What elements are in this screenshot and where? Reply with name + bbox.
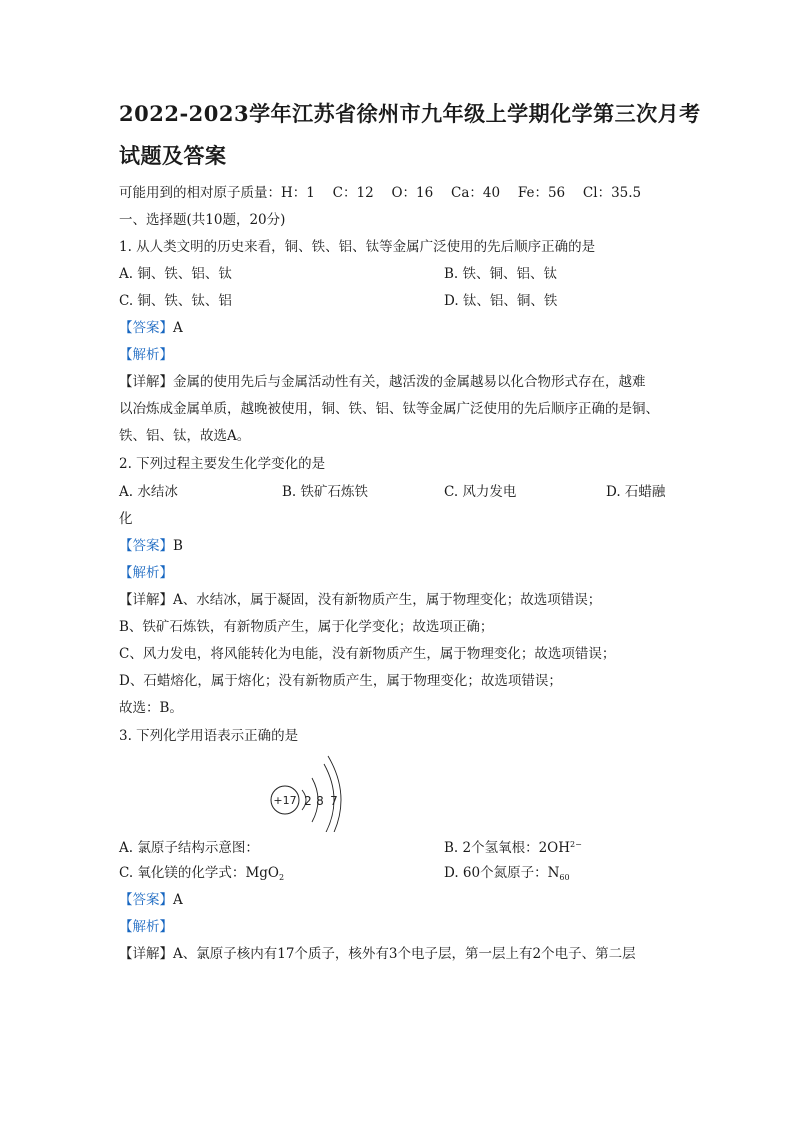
q2-detail-c: C、风力发电，将风能转化为电能，没有新物质产生，属于物理变化；故选项错误； xyxy=(119,646,616,662)
analysis-tag: 【解析】 xyxy=(119,565,173,581)
q2-stem: 2. 下列过程主要发生化学变化的是 xyxy=(119,456,326,472)
q3-option-d-text: D. 60个氮原子： xyxy=(444,865,548,881)
q2-option-d: D. 石蜡融 xyxy=(606,484,666,500)
q1-option-d: D. 钛、铝、铜、铁 xyxy=(444,293,558,309)
q1-detail-line1 xyxy=(119,370,646,390)
analysis-tag: 【解析】 xyxy=(119,347,173,363)
q3-stem: 3. 下列化学用语表示正确的是 xyxy=(119,728,299,744)
atomic-masses: 可能用到的相对原子质量：H：1 C：12 O：16 Ca：40 Fe：56 Cl：35.5 xyxy=(119,185,642,201)
q2-answer-value: B xyxy=(173,538,183,554)
q3-detail-text1: A、氯原子核内有17个质子，核外有3个电子层，第一层上有2个电子、第二层 xyxy=(173,946,636,962)
doc-title-line1: 2022-2023学年江苏省徐州市九年级上学期化学第三次月考 xyxy=(119,101,701,126)
q2-detail-a-text: A、水结冰，属于凝固，没有新物质产生，属于物理变化；故选项错误； xyxy=(173,592,602,608)
q2-answer xyxy=(119,534,183,554)
q3-option-b xyxy=(444,836,582,856)
q3-option-d xyxy=(444,861,570,882)
q2-option-a: A. 水结冰 xyxy=(119,484,178,500)
q1-detail-line3: 铁、铝、钛，故选A。 xyxy=(119,428,251,444)
chlorine-atom-structure-diagram xyxy=(266,752,356,832)
q3-option-b-charge: 2− xyxy=(570,840,582,849)
q1-detail-line2: 以冶炼成金属单质，越晚被使用，铜、铁、铝、钛等金属广泛使用的先后顺序正确的是铜、 xyxy=(119,401,659,417)
q1-answer xyxy=(119,316,183,336)
q3-option-c xyxy=(119,861,284,882)
shell-electrons-3: 7 xyxy=(330,794,338,808)
doc-title-line2: 试题及答案 xyxy=(119,143,227,168)
answer-tag: 【答案】 xyxy=(119,320,173,336)
q3-answer-value: A xyxy=(173,892,183,908)
q2-detail-b: B、铁矿石炼铁，有新物质产生，属于化学变化；故选项正确； xyxy=(119,619,494,635)
answer-tag: 【答案】 xyxy=(119,892,173,908)
q1-option-a: A. 铜、铁、铝、钛 xyxy=(119,266,232,282)
q1-analysis xyxy=(119,343,173,363)
q3-option-c-formula: MgO xyxy=(245,865,279,881)
detail-tag: 【详解】 xyxy=(119,374,173,390)
shell-electrons-2: 8 xyxy=(316,794,324,808)
q3-option-d-formula: N xyxy=(547,865,560,881)
q3-option-b-text: B. 2个氢氧根： xyxy=(444,840,539,856)
detail-tag: 【详解】 xyxy=(119,946,173,962)
q3-option-c-text: C. 氧化镁的化学式： xyxy=(119,865,246,881)
answer-tag: 【答案】 xyxy=(119,538,173,554)
section-heading: 一、选择题(共10题，20分) xyxy=(119,212,286,228)
q3-option-b-formula: 2OH xyxy=(538,840,571,856)
q2-option-d-wrap: 化 xyxy=(119,511,133,527)
q3-option-a: A. 氯原子结构示意图： xyxy=(119,840,259,856)
q2-option-c: C. 风力发电 xyxy=(444,484,517,500)
q2-detail-a xyxy=(119,588,601,608)
q1-stem: 1. 从人类文明的历史来看，铜、铁、铝、钛等金属广泛使用的先后顺序正确的是 xyxy=(119,239,596,255)
q2-analysis xyxy=(119,561,173,581)
q1-detail-text1: 金属的使用先后与金属活动性有关，越活泼的金属越易以化合物形式存在，越难 xyxy=(173,374,646,390)
q2-option-b: B. 铁矿石炼铁 xyxy=(282,484,369,500)
analysis-tag: 【解析】 xyxy=(119,919,173,935)
q1-option-b: B. 铁、铜、铝、钛 xyxy=(444,266,558,282)
q3-option-c-subscript: 2 xyxy=(278,873,285,882)
nucleus-charge: +17 xyxy=(273,794,297,807)
q3-option-d-subscript: 60 xyxy=(559,873,570,882)
q2-conclusion: 故选：B。 xyxy=(119,700,183,716)
detail-tag: 【详解】 xyxy=(119,592,173,608)
q1-answer-value: A xyxy=(173,320,183,336)
q1-option-c: C. 铜、铁、钛、铝 xyxy=(119,293,232,309)
q3-analysis xyxy=(119,915,173,935)
shell-electrons-1: 2 xyxy=(304,794,312,808)
q3-detail-line1 xyxy=(119,942,636,962)
q3-answer xyxy=(119,888,183,908)
q2-detail-d: D、石蜡熔化，属于熔化；没有新物质产生，属于物理变化；故选项错误； xyxy=(119,673,562,689)
